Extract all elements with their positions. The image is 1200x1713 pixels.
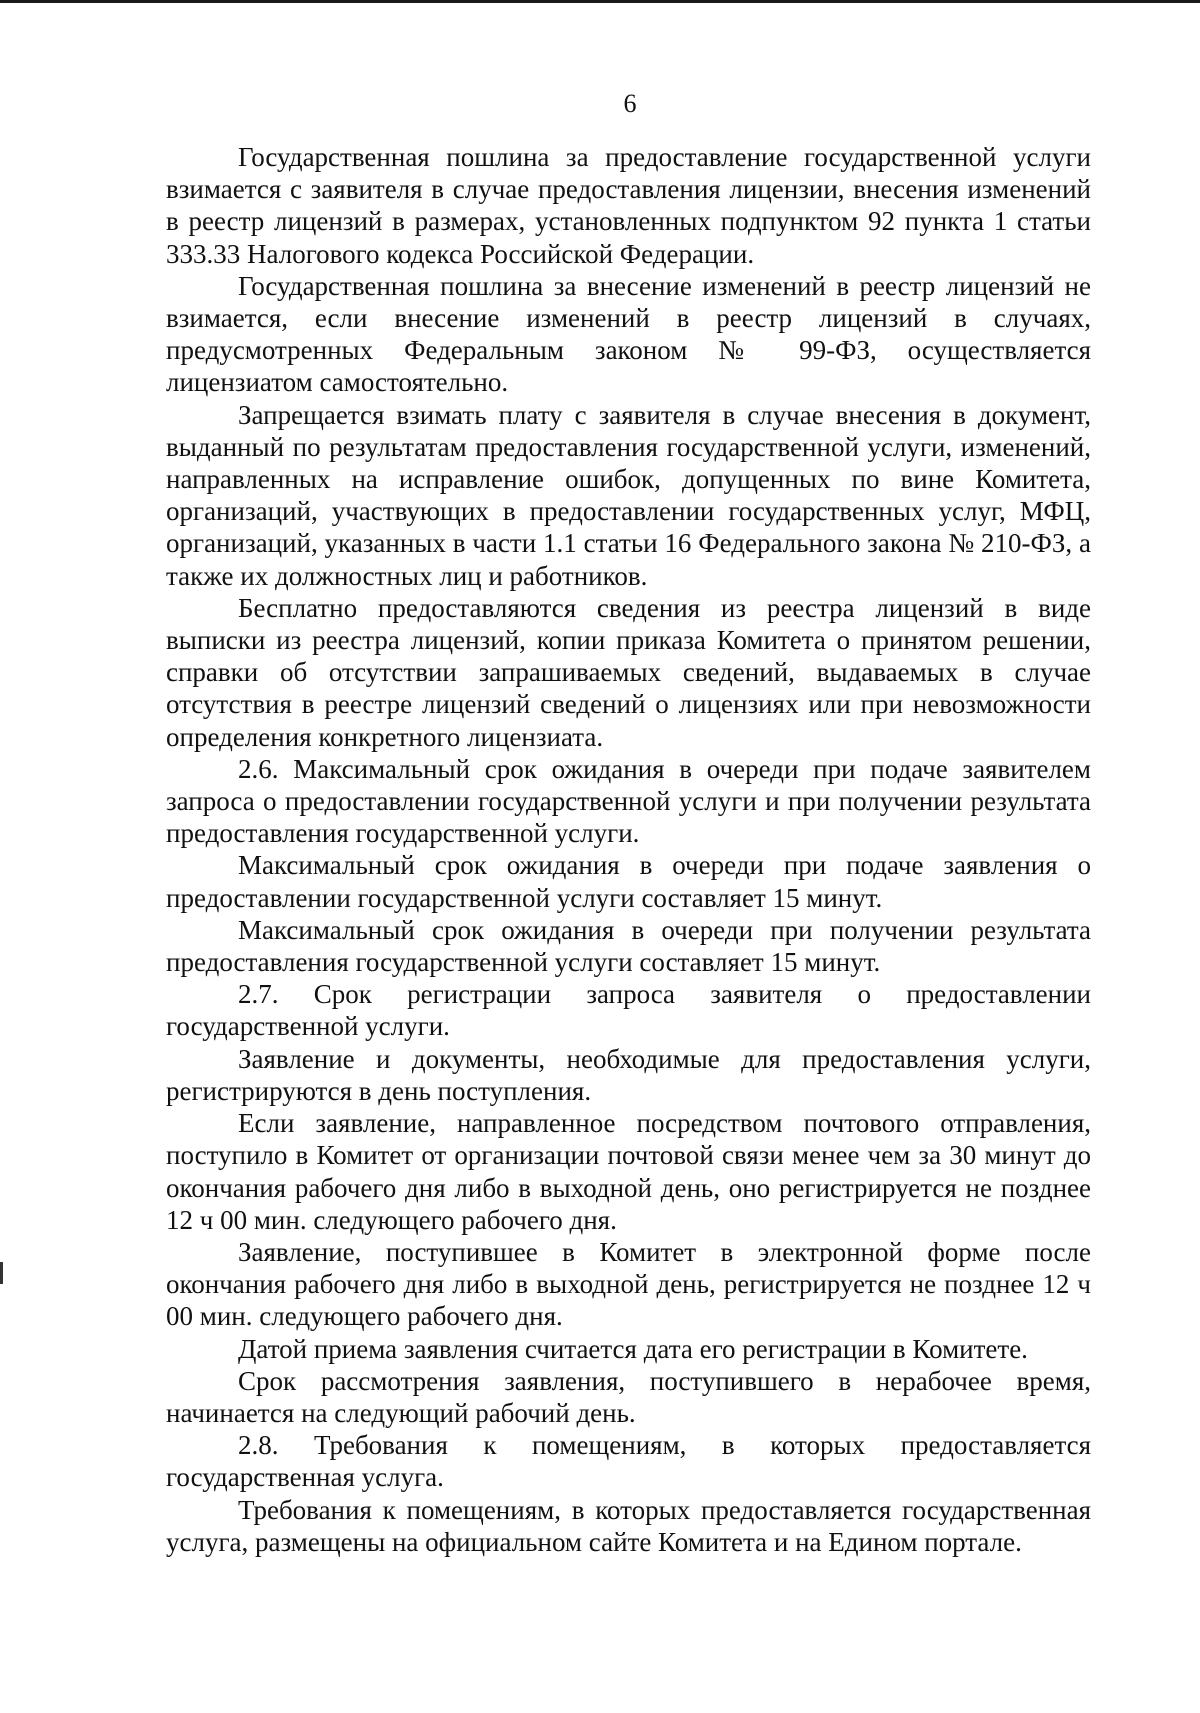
document-body [166, 141, 1091, 1558]
paragraph-fee-prohibited: Запрещается взимать плату с заявителя в случае внесения в документ, выданный по результатам предоставления государственной услуги, изменений, направленных на исправление ошибок, допущенных по вине Комитета, организаций, участвующих в предоставлении государственных услуг, МФЦ, организаций, указанных в части 1.1 статьи 16 Федерального закона № 210-ФЗ, а также их должностных лиц и работников. [166, 399, 1091, 591]
paragraph-queue-result: Максимальный срок ожидания в очереди при получении результата предоставления государственной услуги составляет 15 минут. [166, 914, 1091, 978]
paragraph-fee-not-charged: Государственная пошлина за внесение изменений в реестр лицензий не взимается, если внесение изменений в реестр лицензий в случаях, предусмотренных Федеральным законом № 99-ФЗ, осуществляется лицензиатом самостоятельно. [166, 270, 1091, 398]
scan-top-edge [0, 0, 1200, 3]
paragraph-review-start: Срок рассмотрения заявления, поступившего в нерабочее время, начинается на следующий рабочий день. [166, 1365, 1091, 1428]
paragraph-postal-registration: Если заявление, направленное посредством почтового отправления, поступило в Комитет от организации почтовой связи менее чем за 30 минут до окончания рабочего дня либо в выходной день, оно регистрируется не позднее 12 ч 00 мин. следующего рабочего дня. [166, 1108, 1091, 1235]
paragraph-registration-day: Заявление и документы, необходимые для предоставления услуги, регистрируются в день поступления. [166, 1043, 1091, 1106]
paragraph-premises-requirements: Требования к помещениям, в которых предоставляется государственная услуга, размещены на официальном сайте Комитета и на Едином портале. [166, 1494, 1091, 1557]
paragraph-queue-submission: Максимальный срок ожидания в очереди при подаче заявления о предоставлении государственной услуги составляет 15 минут. [166, 850, 1091, 913]
paragraph-section-2-8: 2.8. Требования к помещениям, в которых предоставляется государственная услуга. [166, 1430, 1091, 1493]
paragraph-state-fee: Государственная пошлина за предоставление государственной услуги взимается с заявителя в случае предоставления лицензии, внесения изменений в реестр лицензий в размерах, установленных подпунктом 92 пункта 1 статьи 333.33 Налогового кодекса Российской Федерации. [166, 142, 1091, 269]
paragraph-electronic-registration: Заявление, поступившее в Комитет в электронной форме после окончания рабочего дня либо в выходной день, регистрируется не позднее 12 ч 00 мин. следующего рабочего дня. [166, 1236, 1091, 1332]
paragraph-free-information: Бесплатно предоставляются сведения из реестра лицензий в виде выписки из реестра лицензий, копии приказа Комитета о принятом решении, справки об отсутствии запрашиваемых сведений, выдаваемых в случае отсутствия в реестре лицензий сведений о лицензиях или при невозможности определения конкретного лицензиата. [166, 592, 1091, 752]
scan-left-mark [0, 1262, 3, 1284]
paragraph-section-2-6: 2.6. Максимальный срок ожидания в очереди при подаче заявителем запроса о предоставлении государственной услуги и при получении результата предоставления государственной услуги. [166, 753, 1091, 849]
page-number: 6 [623, 89, 637, 118]
paragraph-section-2-7: 2.7. Срок регистрации запроса заявителя о предоставлении государственной услуги. [166, 979, 1091, 1042]
paragraph-receipt-date: Датой приема заявления считается дата его регистрации в Комитете. [238, 1333, 1028, 1364]
